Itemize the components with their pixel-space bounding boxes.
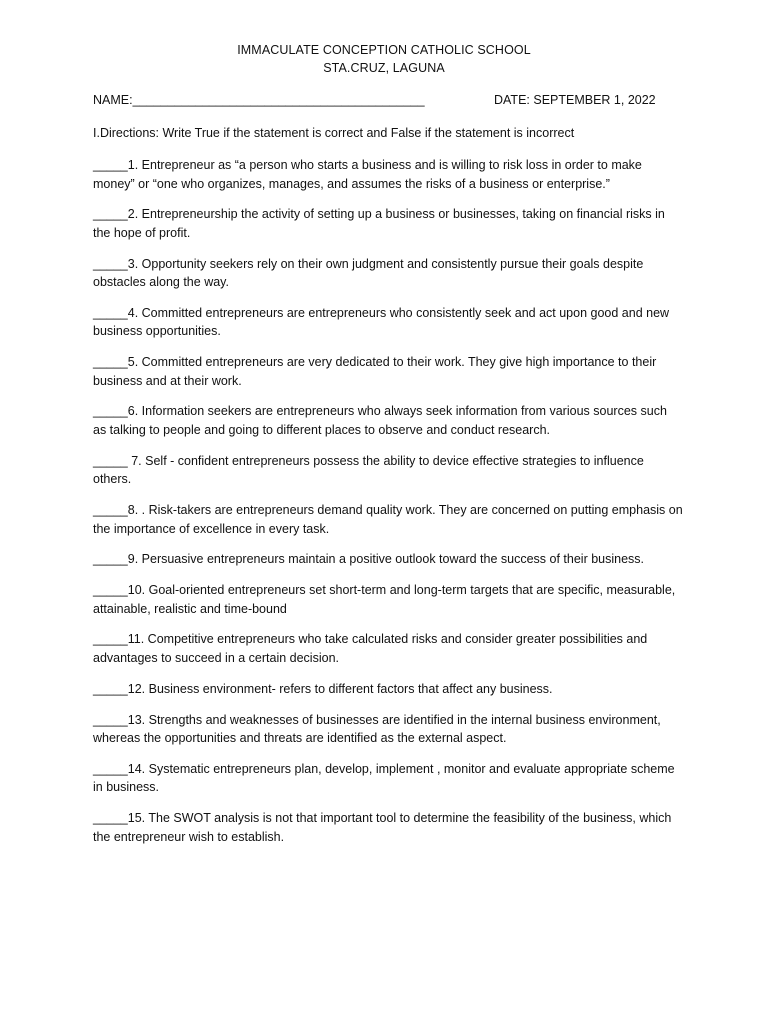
school-location: STA.CRUZ, LAGUNA xyxy=(323,61,445,75)
question-item: _____8. . Risk-takers are entrepreneurs demand quality work. They are concerned on putting emphasis on the importance of excellence in every task. xyxy=(93,503,683,536)
question-item: _____11. Competitive entrepreneurs who take calculated risks and consider greater possibilities and advantages to succeed in a certain decision. xyxy=(93,632,648,665)
question-item: _____15. The SWOT analysis is not that important tool to determine the feasibility of the business, which the entrepreneur wish to establish. xyxy=(93,811,672,844)
question-item: _____3. Opportunity seekers rely on their own judgment and consistently pursue their goals despite obstacles along the way. xyxy=(93,256,644,290)
question-item: _____14. Systematic entrepreneurs plan, develop, implement , monitor and evaluate appropriate scheme in business. xyxy=(93,761,675,795)
question-item: _____12. Business environment- refers to different factors that affect any business. xyxy=(93,681,553,696)
question-item: _____6. Information seekers are entrepreneurs who always seek information from various sources such as talking to people and going to different places to observe and conduct research. xyxy=(93,404,667,437)
question-item: _____2. Entrepreneurship the activity of setting up a business or businesses, taking on financial risks in the hope of profit. xyxy=(93,207,665,240)
school-name: IMMACULATE CONCEPTION CATHOLIC SCHOOL xyxy=(237,43,531,57)
date-line: DATE: SEPTEMBER 1, 2022 xyxy=(494,93,656,107)
question-item: _____ 7. Self - confident entrepreneurs possess the ability to device effective strategies to influence others. xyxy=(93,453,644,487)
question-item: _____13. Strengths and weaknesses of businesses are identified in the internal business environment, whereas the opportunities and threats are identified as the external aspect. xyxy=(93,712,661,746)
name-field-line: NAME:__________________________________________ xyxy=(93,93,425,107)
question-item: _____10. Goal-oriented entrepreneurs set short-term and long-term targets that are specific, measurable, attainable, realistic and time-bound xyxy=(93,583,676,616)
question-item: _____9. Persuasive entrepreneurs maintain a positive outlook toward the success of their business. xyxy=(93,552,645,567)
question-item: _____5. Committed entrepreneurs are very dedicated to their work. They give high importance to their business and at their work. xyxy=(93,355,657,388)
question-list xyxy=(93,156,683,858)
question-item: _____4. Committed entrepreneurs are entrepreneurs who consistently seek and act upon good and new business opportunities. xyxy=(93,305,670,339)
directions-text: I.Directions: Write True if the statement is correct and False if the statement is incorrect xyxy=(93,126,575,140)
question-item: _____1. Entrepreneur as “a person who starts a business and is willing to risk loss in order to make money” or “one who organizes, manages, and assumes the risks of a business or enterprise.” xyxy=(93,158,642,191)
